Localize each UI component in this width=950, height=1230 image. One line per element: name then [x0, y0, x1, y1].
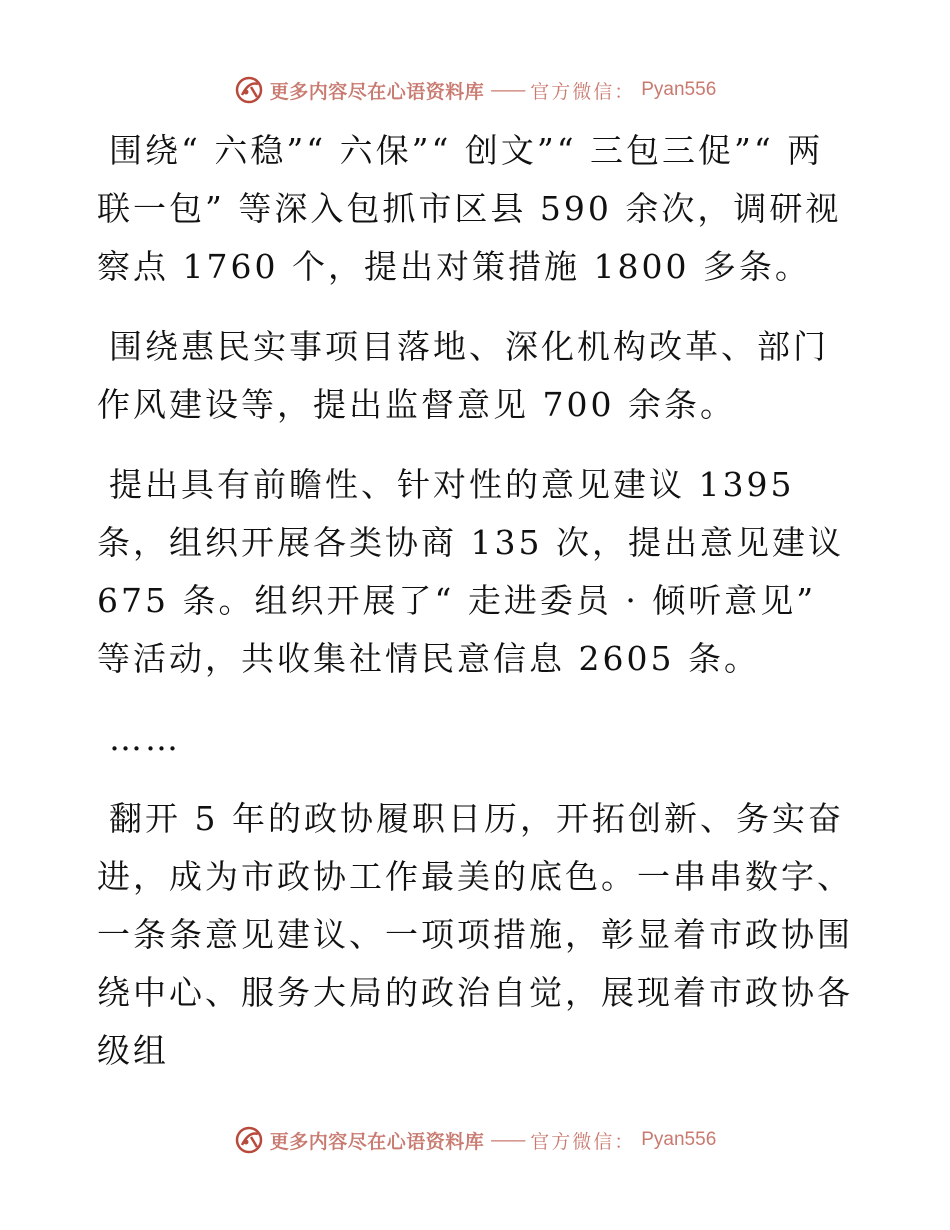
watermark-id: Pyan556: [641, 1129, 717, 1150]
watermark-id: Pyan556: [641, 79, 717, 100]
paragraph-text: 翻开 5 年的政协履职日历，开拓创新、务实奋进，成为市政协工作最美的底色。一串串数字、一条条意见建议、一项项措施，彰显着市政协围绕中心、服务大局的政治自觉，展现着市政协各级组: [97, 799, 853, 1070]
paragraph-text: 提出具有前瞻性、针对性的意见建议 1395 条，组织开展各类协商 135 次，提出意见建议 675 条。组织开展了“ 走进委员 · 倾听意见” 等活动，共收集社情民意信息 2605 条。: [97, 465, 844, 678]
watermark-official: 官方微信：: [530, 1130, 636, 1153]
watermark-separator: ——: [490, 1129, 525, 1151]
paragraph-5: [97, 790, 857, 1080]
watermark-brand: 更多内容尽在心语资料库: [269, 1130, 485, 1153]
brand-logo-icon: [234, 75, 264, 105]
paragraph-2: [97, 318, 857, 434]
watermark-official: 官方微信：: [530, 80, 636, 103]
paragraph-text: 围绕“ 六稳”“ 六保”“ 创文”“ 三包三促”“ 两联一包” 等深入包抓市区县 590 余次，调研视察点 1760 个，提出对策措施 1800 多条。: [97, 131, 842, 286]
paragraph-ellipsis: [97, 710, 857, 768]
paragraph-3: [97, 456, 857, 688]
paragraph-1: [97, 122, 857, 296]
watermark-brand: 更多内容尽在心语资料库: [269, 80, 485, 103]
header-watermark: [0, 70, 950, 110]
footer-watermark: [0, 1120, 950, 1160]
paragraph-text: ……: [109, 719, 181, 758]
watermark-separator: ——: [490, 79, 525, 101]
paragraph-text: 围绕惠民实事项目落地、深化机构改革、部门作风建设等，提出监督意见 700 余条。: [97, 327, 829, 424]
brand-logo-icon: [234, 1125, 264, 1155]
document-body: [97, 122, 857, 1102]
